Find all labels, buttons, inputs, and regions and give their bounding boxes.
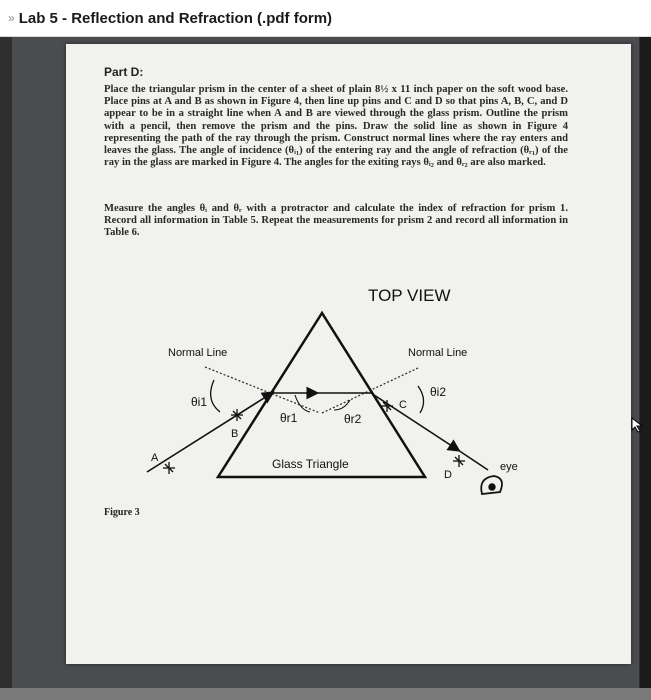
normal-line-right-label: Normal Line <box>408 347 468 359</box>
chevron-icon[interactable]: » <box>8 11 15 25</box>
theta-i1-label: θi1 <box>191 395 208 409</box>
pin-d-label: D <box>444 469 452 481</box>
eye-label: eye <box>500 461 518 473</box>
mouse-cursor-icon <box>631 417 645 433</box>
normal-line-left-label: Normal Line <box>168 347 228 359</box>
pin-b-mark <box>231 409 243 421</box>
angle-arc-theta-i2 <box>418 386 424 413</box>
document-title: Lab 5 - Reflection and Refraction (.pdf form) <box>18 9 333 27</box>
pin-b-label: B <box>231 428 239 440</box>
theta-r1-label: θr1 <box>280 411 298 425</box>
pin-a-mark <box>163 462 175 474</box>
pin-d-mark <box>453 455 465 467</box>
incident-ray <box>147 393 272 472</box>
exiting-ray <box>371 393 458 450</box>
eye-icon <box>481 476 502 494</box>
theta-i2-label: θi2 <box>430 385 447 399</box>
glass-triangle <box>218 313 425 477</box>
instructions-paragraph-1: Place the triangular prism in the center of a sheet of plain 8½ x 11 inch paper on the soft wood base. Place pins at A and B as shown in Figure 4, then line up pins and C and D so that pins A, B, C, and D appear to be in a straight line when A and B are viewed through the glass prism. Outline the prism with a pencil, then remove the prism and the pins. Draw the solid line as shown in Figure 4 representing the path of the ray through the prism. Construct normal lines where the ray enters and leaves the glass. The angle of incidence (θᵢ₁) of the entering ray and the angle of refraction (θᵣ₁) of the ray in the glass are marked in Figure 4. The angles for the exiting rays θᵢ₂ and θᵣ₂ are also marked. <box>104 84 568 169</box>
angle-arc-theta-r1 <box>295 395 310 412</box>
glass-triangle-label: Glass Triangle <box>272 457 349 471</box>
part-heading: Part D: <box>104 65 144 79</box>
pin-c-label: C <box>399 399 407 411</box>
theta-r2-label: θr2 <box>344 412 362 426</box>
angle-arc-theta-i1 <box>211 380 220 412</box>
instructions-paragraph-2: Measure the angles θᵢ and θᵣ with a protractor and calculate the index of refraction for prism 1. Record all information in Table 5. Repeat the measurements for prism 2 and record all information in Table 6. <box>104 203 568 239</box>
top-view-title: TOP VIEW <box>368 286 451 305</box>
pin-a-label: A <box>151 452 159 464</box>
figure-label: Figure 3 <box>104 507 140 518</box>
